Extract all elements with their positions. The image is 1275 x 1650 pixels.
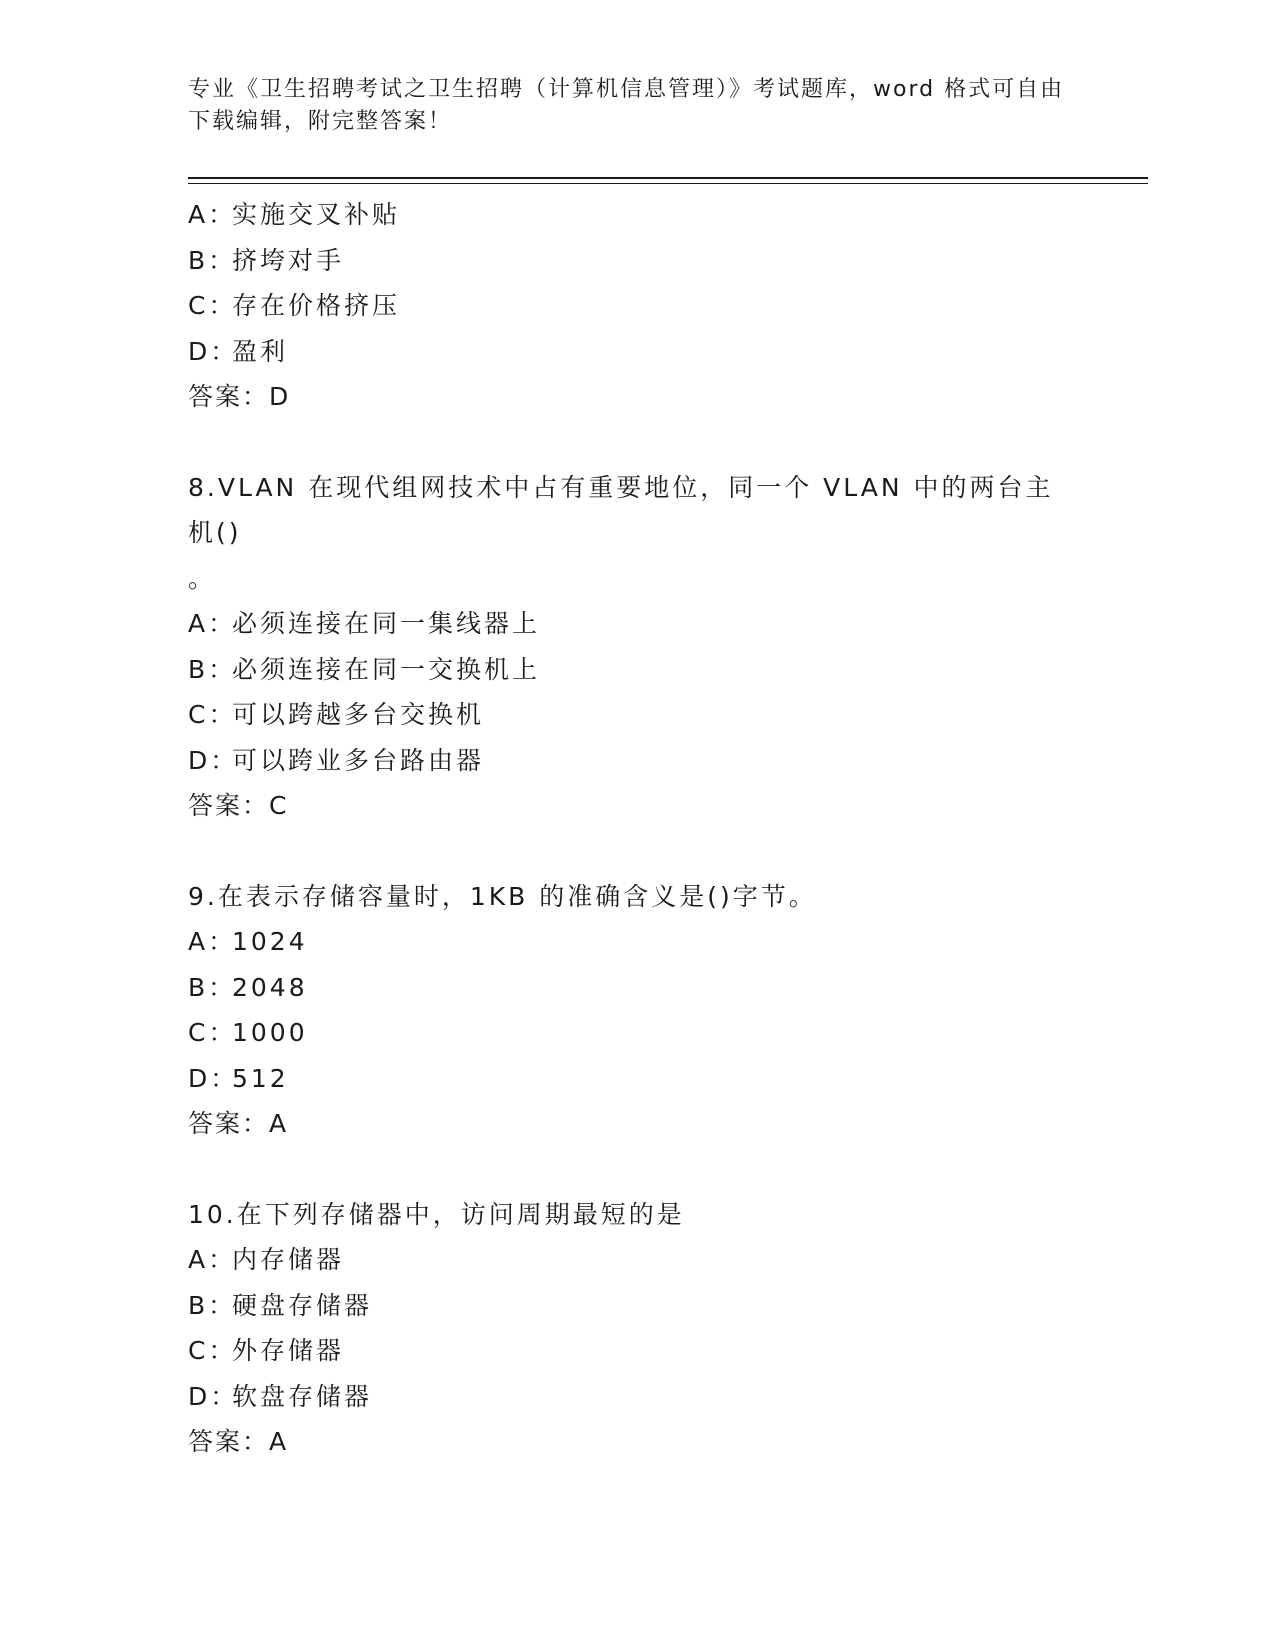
option-b: B：硬盘存储器 xyxy=(188,1290,373,1320)
answer-line: 答案：C xyxy=(188,791,289,820)
spacer xyxy=(188,829,1088,874)
spacer xyxy=(188,420,1088,465)
question-text: 10.在下列存储器中，访问周期最短的是 xyxy=(188,1199,685,1229)
header-rule-thick xyxy=(188,177,1148,179)
option-b: B：必须连接在同一交换机上 xyxy=(188,654,541,684)
document-header xyxy=(188,74,1088,138)
option-b: B：2048 xyxy=(188,972,308,1002)
option-a: A：内存储器 xyxy=(188,1245,345,1274)
question-text-continuation: 。 xyxy=(188,563,217,593)
option-d: D：512 xyxy=(188,1063,289,1093)
spacer xyxy=(188,1147,1088,1192)
question-block-10 xyxy=(188,1192,1088,1465)
question-block-9 xyxy=(188,874,1088,1147)
question-block-8 xyxy=(188,465,1088,829)
option-c: C：存在价格挤压 xyxy=(188,291,401,320)
question-text: 8.VLAN 在现代组网技术中占有重要地位，同一个 VLAN 中的两台主机() xyxy=(188,472,1054,547)
option-a: A：1024 xyxy=(188,927,308,956)
answer-line: 答案：A xyxy=(188,1109,289,1138)
option-d: D：软盘存储器 xyxy=(188,1381,373,1411)
option-d: D：可以跨业多台路由器 xyxy=(188,745,485,775)
option-b: B：挤垮对手 xyxy=(188,245,345,275)
option-c: C：可以跨越多台交换机 xyxy=(188,700,485,729)
option-d: D：盈利 xyxy=(188,336,289,366)
header-text: 专业《卫生招聘考试之卫生招聘（计算机信息管理）》考试题库，word 格式可自由下载编辑，附完整答案！ xyxy=(188,77,1065,134)
question-block-7 xyxy=(188,192,1088,420)
option-c: C：1000 xyxy=(188,1018,308,1047)
header-rule-thin xyxy=(188,183,1148,184)
answer-line: 答案：D xyxy=(188,382,291,411)
option-a: A：实施交叉补贴 xyxy=(188,200,401,229)
option-a: A：必须连接在同一集线器上 xyxy=(188,609,541,638)
answer-line: 答案：A xyxy=(188,1427,289,1456)
question-text: 9.在表示存储容量时，1KB 的准确含义是()字节。 xyxy=(188,881,817,911)
question-list xyxy=(188,192,1088,1465)
option-c: C：外存储器 xyxy=(188,1336,345,1365)
